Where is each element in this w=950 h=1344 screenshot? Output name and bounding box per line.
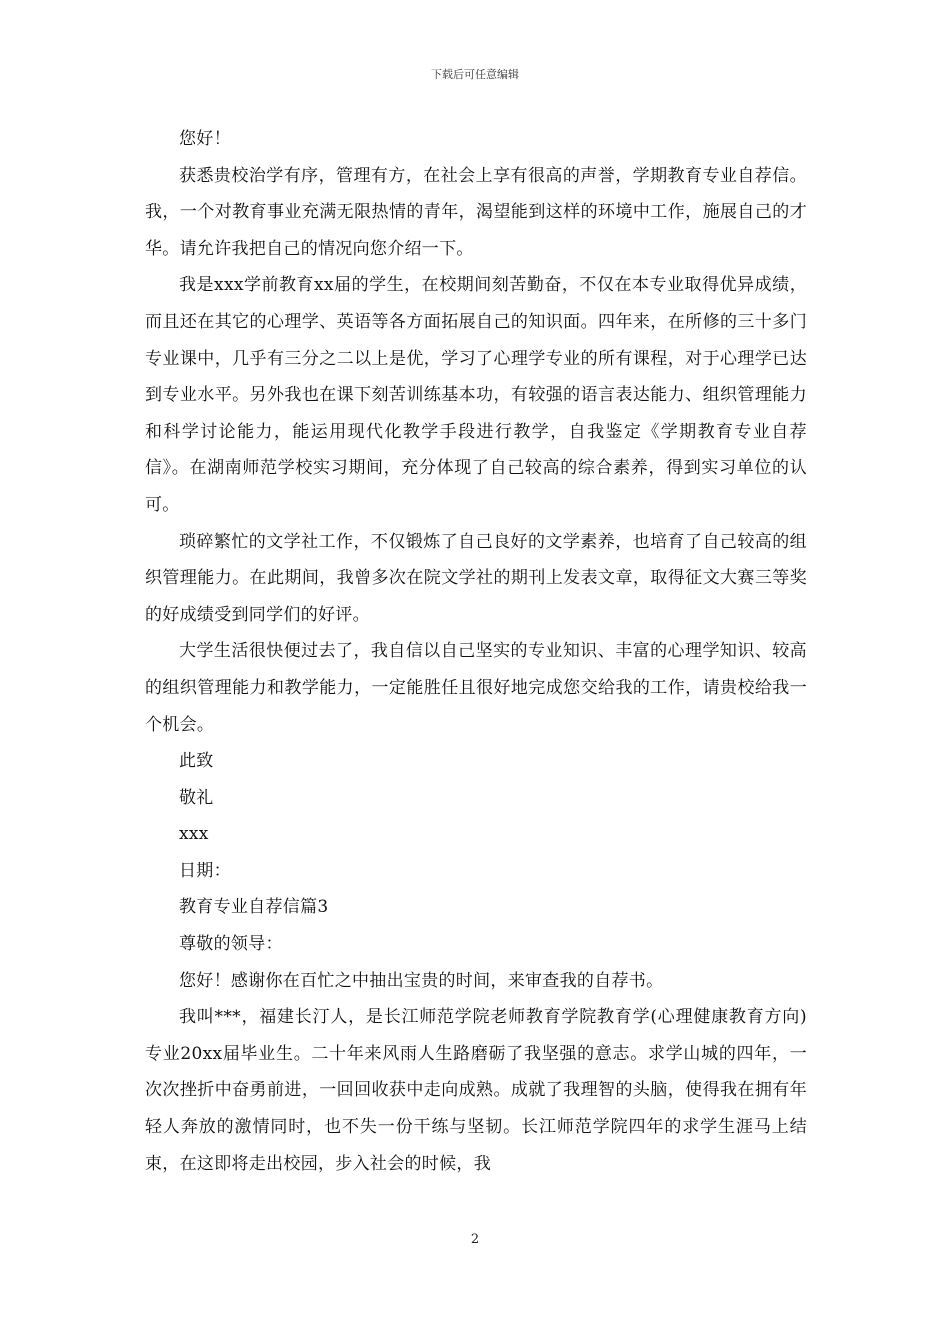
addressee: 尊敬的领导： (179, 934, 283, 955)
letter-body (145, 121, 807, 1182)
section-title: 教育专业自荐信篇3 (179, 897, 329, 918)
date-line: 日期： (179, 860, 231, 881)
page-number: 2 (470, 1232, 480, 1247)
paragraph-education: 我是xxx学前教育xx届的学生，在校期间刻苦勤奋，不仅在本专业取得优异成绩，而且还在其它的心理学、英语等各方面拓展自己的知识面。四年来，在所修的三十多门专业课中，几乎有三分之二以上是优，学习了心理学专业的所有课程，对于心理学已达到专业水平。另外我也在课下刻苦训练基本功，有较强的语言表达能力、组织管理能力和科学讨论能力，能运用现代化教学手段进行教学，自我鉴定《学期教育专业自荐信》。在湖南师范学校实习期间，充分体现了自己较高的综合素养，得到实习单位的认可。 (145, 275, 807, 515)
paragraph-intro: 获悉贵校治学有序，管理有方，在社会上享有很高的声誉，学期教育专业自荐信。我，一个对教育事业充满无限热情的青年，渴望能到这样的环境中工作，施展自己的才华。请允许我把自己的情况向您介绍一下。 (145, 165, 807, 259)
salutation-cizhi: 此致 (179, 751, 214, 772)
greeting: 您好！ (179, 129, 231, 149)
salutation-jingli: 敬礼 (179, 787, 214, 808)
paragraph-self-intro: 我叫***，福建长汀人，是长江师范学院老师教育学院教育学(心理健康教育方向)专业20xx届毕业生。二十年来风雨人生路磨砺了我坚强的意志。求学山城的四年，一次次挫折中奋勇前进，一回回收获中走向成熟。成就了我理智的头脑，使得我在拥有年轻人奔放的激情同时，也不失一份干练与坚韧。长江师范学院四年的求学生涯马上结束，在这即将走出校园，步入社会的时候，我 (145, 1007, 807, 1174)
greeting-2: 您好！感谢你在百忙之中抽出宝贵的时间，来审查我的自荐书。 (179, 970, 664, 991)
paragraph-literary-club: 琐碎繁忙的文学社工作，不仅锻炼了自己良好的文学素养，也培育了自己较高的组织管理能力。在此期间，我曾多次在院文学社的期刊上发表文章，取得征文大赛三等奖的好成绩受到同学们的好评。 (145, 531, 807, 625)
page-header: 下载后可任意编辑 (431, 68, 519, 81)
paragraph-closing: 大学生活很快便过去了，我自信以自己坚实的专业知识、丰富的心理学知识、较高的组织管理能力和教学能力，一定能胜任且很好地完成您交给我的工作，请贵校给我一个机会。 (145, 641, 807, 735)
signature: xxx (179, 824, 209, 845)
